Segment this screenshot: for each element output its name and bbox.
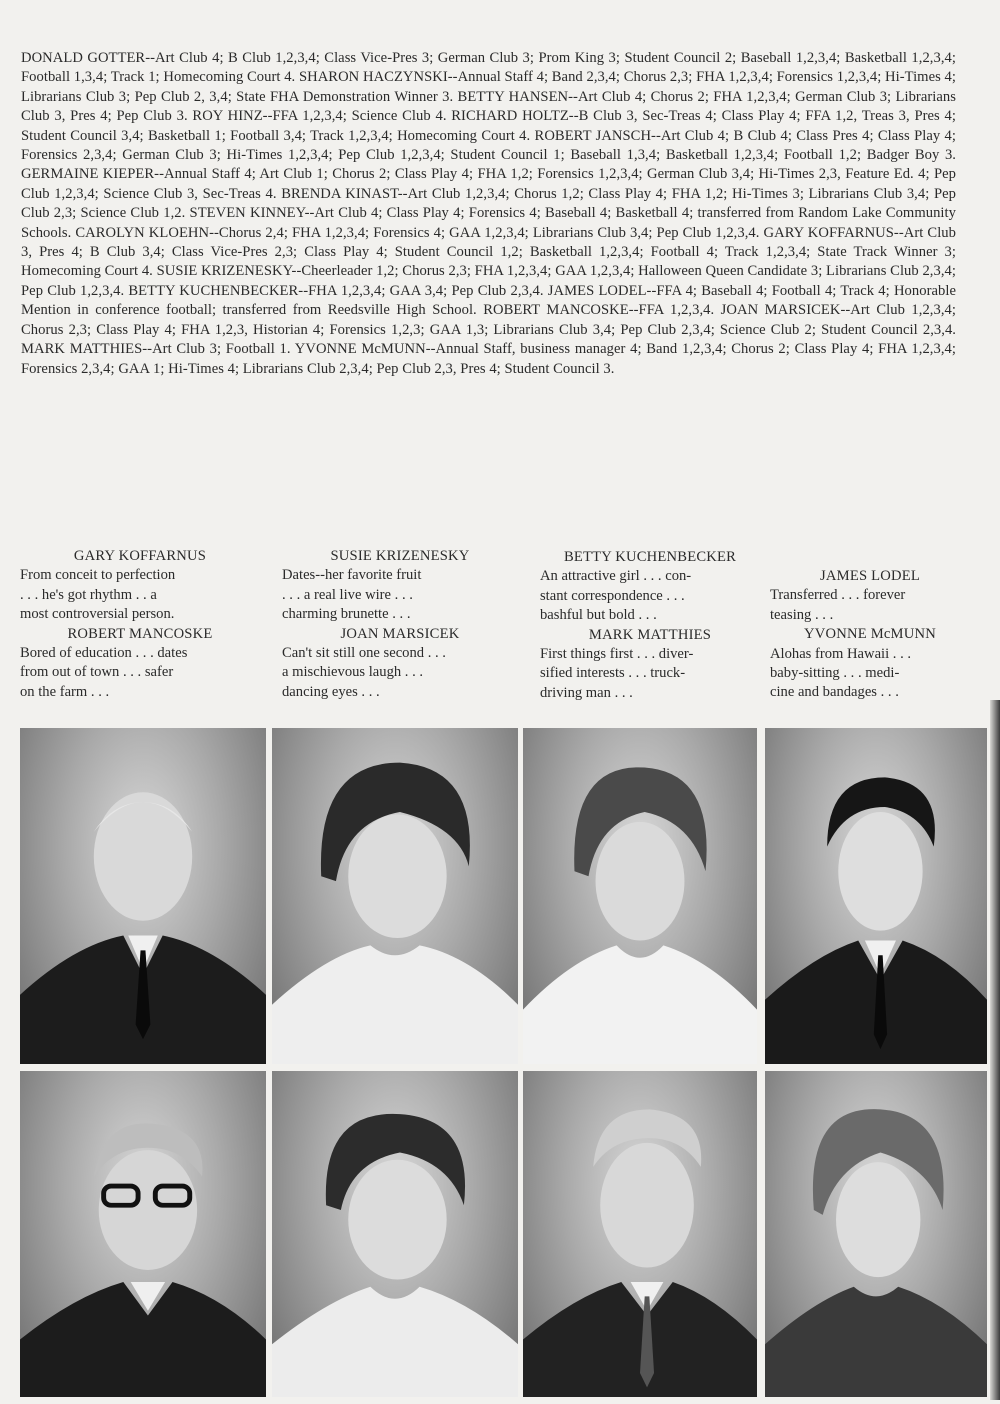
portrait-photo	[523, 728, 757, 1064]
caption-line: on the farm . . .	[20, 683, 110, 700]
caption-line: From conceit to perfection	[20, 567, 176, 584]
caption-name: GARY KOFFARNUS	[73, 548, 207, 564]
caption-line: Alohas from Hawaii . . .	[770, 645, 912, 662]
caption-name: MARK MATTHIES	[588, 626, 712, 643]
caption-column-3	[540, 548, 760, 703]
caption-line: a mischievous laugh . . .	[282, 664, 424, 681]
caption-line: Transferred . . . forever	[770, 587, 906, 604]
caption-line: . . . a real live wire . . .	[282, 586, 413, 603]
caption-line: from out of town . . . safer	[20, 664, 174, 681]
caption-name: BETTY KUCHENBECKER	[563, 549, 737, 565]
caption-column-1	[20, 547, 260, 702]
caption-line: An attractive girl . . . con-	[540, 568, 692, 585]
portrait-photo	[523, 1071, 757, 1397]
portrait-photo	[765, 1071, 987, 1397]
caption-line: cine and bandages . . .	[770, 684, 899, 701]
caption-name: YVONNE McMUNN	[804, 626, 936, 643]
portrait-photo	[20, 728, 266, 1064]
caption-line: most controversial person.	[20, 606, 175, 623]
caption-name: SUSIE KRIZENESKY	[330, 548, 470, 564]
portrait-photo	[272, 728, 518, 1064]
activities-paragraph: DONALD GOTTER--Art Club 4; B Club 1,2,3,4; Class Vice-Pres 3; German Club 3; Prom King 3; Student Council 2; Baseball 1,2,3,4; Basketball 1,2,3,4; Football 1,3,4; Track 1; Homecoming Court 4. SHARON HACZYNSKI--Annual Staff 4; Band 2,3,4; Chorus 2,3; FHA 1,2,3,4; Forensics 1,2,3,4; Hi-Times 4; Librarians Club 3; Pep Club 2, 3,4; State FHA Demonstration Winner 3. BETTY HANSEN--Art Club 4; Chorus 2; FHA 1,2,3,4; German Club 3; Librarians Club 3, Pres 4; Pep Club 3. ROY HINZ--FFA 1,2,3,4; Science Club 4. RICHARD HOLTZ--B Club 3, Sec-Treas 4; Class Play 4; FFA 1,2, Treas 3, Pres 4; Student Council 3,4; Basketball 1; Football 3,4; Track 1,2,3,4; Homecoming Court 4. ROBERT JANSCH--Art Club 4; B Club 4; Class Pres 4; Class Play 4; Forensics 2,3,4; German Club 3; Hi-Times 1,2,3,4; Pep Club 1,2,3,4; Student Council 1; Baseball 1,3,4; Basketball 1,2,3,4; Football 1,2; Badger Boy 3. GERMAINE KIEPER--Annual Staff 4; Art Club 1; Chorus 2; Class Play 4; FHA 1,2; Forensics 1,2,3,4; German Club 3,4; Hi-Times 2,3, Feature Ed. 4; Pep Club 1,2,3,4; Science Club 3, Sec-Treas 4. BRENDA KINAST--Art Club 1,2,3,4; Chorus 1,2; Class Play 4; FHA 1,2; Hi-Times 3; Librarians Club 3,4; Pep Club 2,3; Science Club 1,2. STEVEN KINNEY--Art Club 4; Class Play 4; Forensics 4; Baseball 4; Basketball 4; transferred from Random Lake Community Schools. CAROLYN KLOEHN--Chorus 2,4; FHA 1,2,3,4; Forensics 4; GAA 1,2,3,4; Librarians Club 3,4; Pep Club 1,2,3,4. GARY KOFFARNUS--Art Club 3, Pres 4; B Club 3,4; Class Vice-Pres 2,3; Class Play 4; Student Council 1,2; Basketball 1,2,3,4; Football 4; Track 1,2,3,4; State Track Winner 3; Homecoming Court 4. SUSIE KRIZENESKY--Cheerleader 1,2; Chorus 2,3; FHA 1,2,3,4; GAA 1,2,3,4; Halloween Queen Candidate 3; Librarians Club 2,3,4; Pep Club 1,2,3,4. BETTY KUCHENBECKER--FHA 1,2,3,4; GAA 3,4; Pep Club 2,3,4. JAMES LODEL--FFA 4; Baseball 4; Football 4; Track 4; Honorable Mention in conference football; transferred from Reedsville High School. ROBERT MANCOSKE--FFA 1,2,3,4. JOAN MARSICEK--Art Club 1,2,3,4; Chorus 2,3; Class Play 4; FHA 1,2,3, Historian 4; Forensics 1,2,3; GAA 1,3; Librarians Club 3,4; Pep Club 2,3,4; Science Club 2; Student Council 2,3,4. MARK MATTHIES--Art Club 3; Football 1. YVONNE McMUNN--Annual Staff, business manager 4; Band 1,2,3,4; Chorus 2; Class Play 4; FHA 1,2,3,4; Forensics 2,3,4; GAA 1; Hi-Times 4; Librarians Club 2,3,4; Pep Club 2,3, Pres 4; Student Council 3.	[21, 50, 956, 377]
caption-line: bashful but bold . . .	[540, 607, 657, 624]
caption-name: JAMES LODEL	[820, 568, 920, 584]
caption-name: JOAN MARSICEK	[340, 625, 460, 642]
caption-column-4	[770, 567, 970, 703]
caption-line: teasing . . .	[770, 606, 834, 623]
portrait-photo	[765, 728, 987, 1064]
caption-line: First things first . . . diver-	[540, 646, 694, 663]
portrait-photo	[20, 1071, 266, 1397]
caption-line: Dates--her favorite fruit	[282, 567, 422, 584]
caption-line: . . . he's got rhythm . . a	[20, 586, 157, 603]
caption-line: dancing eyes . . .	[282, 683, 380, 700]
portrait-photo	[272, 1071, 518, 1397]
caption-name: ROBERT MANCOSKE	[67, 625, 213, 642]
caption-line: Bored of education . . . dates	[20, 645, 188, 662]
caption-line: Can't sit still one second . . .	[282, 645, 446, 662]
caption-column-2	[282, 547, 518, 702]
page-binding-shadow	[990, 700, 1000, 1400]
caption-line: stant correspondence . . .	[540, 587, 685, 604]
caption-line: baby-sitting . . . medi-	[770, 665, 900, 682]
caption-line: sified interests . . . truck-	[540, 665, 686, 682]
caption-line: driving man . . .	[540, 684, 633, 701]
caption-line: charming brunette . . .	[282, 606, 411, 623]
